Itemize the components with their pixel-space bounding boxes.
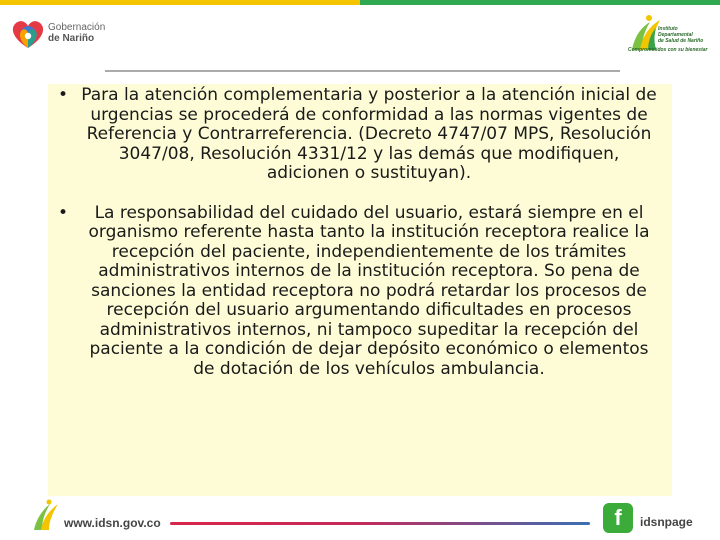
idsn-tagline: Comprometidos con su bienestar (628, 47, 708, 53)
gobernacion-line1: Gobernación (48, 22, 106, 33)
bullet-list (56, 86, 664, 379)
bullet-marker: • (58, 202, 69, 223)
header-divider (105, 70, 620, 72)
bullet-text: Para la atención complementaria y posterior a la atención inicial de urgencias se procederá de conformidad a las normas vigentes de Referencia y Contrarreferencia. (Decreto 4747/07 MPS, Resolución 3047/08, Resolución 4331/12 y las demás que modifiquen, adicionen o sustituyan). (81, 85, 657, 183)
idsn-name-line3: de Salud de Nariño (658, 38, 704, 44)
gobernacion-logo-text (48, 22, 105, 44)
bullet-text: La responsabilidad del cuidado del usuario, estará siempre en el organismo referente hasta tanto la institución receptora realice la recepción del paciente, independientemente de los trámites administrativos internos de la institución receptora. So pena de sanciones la entidad receptora no podrá retardar los procesos de recepción del usuario argumentando dificultades en procesos administrativos internos, ni tampoco supeditar la recepción del paciente a la condición de dejar depósito económico o elementos de dotación de los vehículos ambulancia. (88, 202, 650, 379)
gobernacion-line2: de Nariño (48, 33, 95, 44)
bullet-item (56, 204, 664, 380)
idsn-logo-text (658, 26, 703, 44)
website-link[interactable]: www.idsn.gov.co (64, 516, 161, 530)
bullet-item (56, 86, 664, 184)
bullet-marker: • (58, 85, 69, 105)
top-color-bar (0, 0, 720, 5)
top-bar-green (360, 0, 720, 5)
idsn-name-line1: Instituto (658, 26, 678, 32)
footer-divider (170, 522, 590, 525)
idsn-name-line2: Departamental (658, 32, 693, 38)
top-bar-yellow (0, 0, 360, 5)
facebook-handle[interactable]: idsnpage (640, 515, 693, 529)
footer-leaf-logo (32, 498, 62, 532)
facebook-icon[interactable]: f (603, 503, 633, 533)
